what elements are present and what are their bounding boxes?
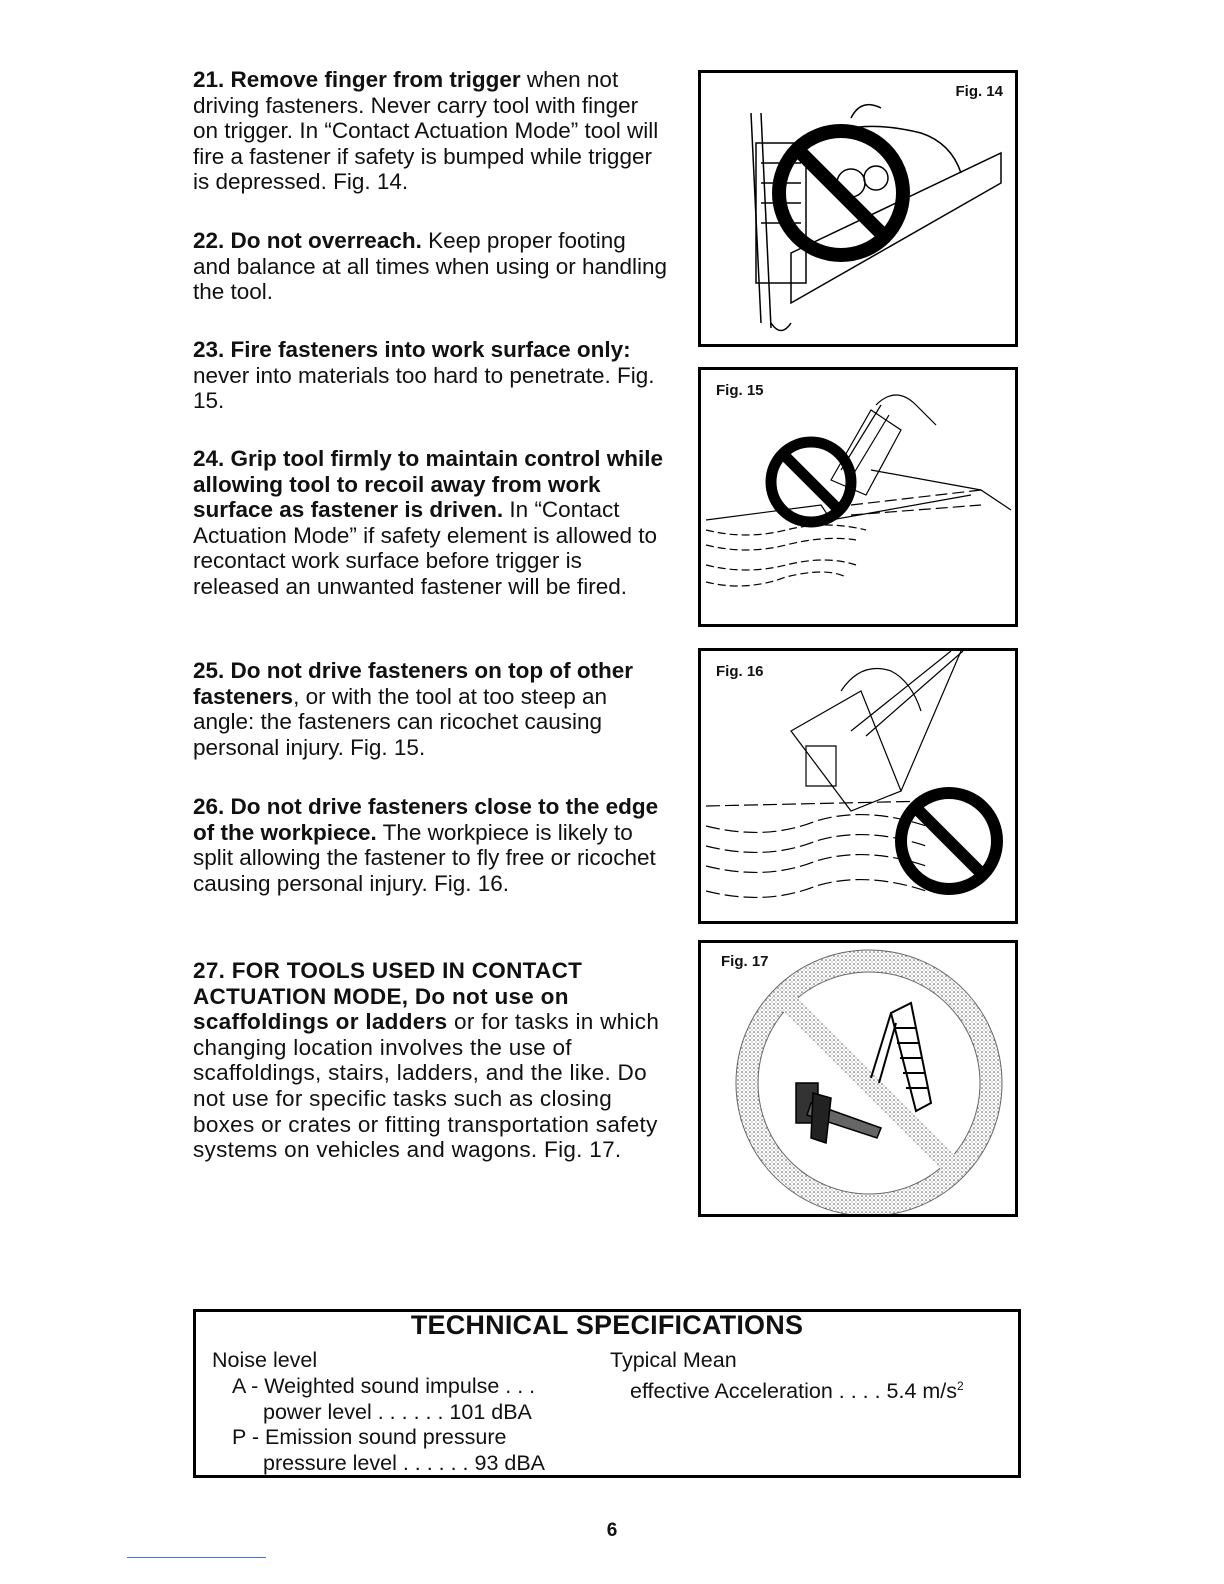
item-text: In “Contact Actuation Mode” if safety element is allowed to recontact work surface before trigger is released an unwanted fastener will be fired. (193, 497, 657, 599)
item-text: The workpiece is likely to split allowing the fastener to fly free or ricochet causing personal injury. Fig. 16. (193, 819, 656, 896)
instruction-22 (193, 228, 669, 305)
item-text: when not driving fasteners. Never carry tool with finger on trigger. In “Contact Actuation Mode” tool will fire a fastener if safety is bumped while trigger is depressed. Fig. 14. (193, 67, 659, 195)
instruction-26 (193, 794, 669, 896)
figure-label: Fig. 14 (955, 83, 1003, 100)
spec-title: TECHNICAL SPECIFICATIONS (410, 1310, 804, 1340)
item-heading: Fire fasteners into work surface only: (230, 337, 631, 362)
prohibition-icon (771, 442, 851, 522)
item-number: 23. (193, 337, 225, 362)
instruction-27 (193, 958, 669, 1163)
spec-accel-text: effective Acceleration . . . . 5.4 m/s (630, 1379, 958, 1404)
figure-14 (698, 70, 1018, 347)
spec-a-line1: A - Weighted sound impulse . . . (232, 1374, 536, 1398)
item-number: 22. (193, 228, 225, 253)
prohibition-icon (779, 131, 903, 255)
figure-16 (698, 648, 1018, 924)
item-number: 27. (193, 958, 226, 983)
instruction-24 (193, 446, 669, 600)
spec-p-line2: pressure level . . . . . . 93 dBA (263, 1451, 546, 1475)
instruction-25 (193, 658, 669, 760)
figure-17 (698, 940, 1018, 1217)
item-text: never into materials too hard to penetrate. Fig. 15. (193, 362, 655, 414)
figure-15 (698, 367, 1018, 627)
item-heading: Do not drive fasteners on top of other fasteners (193, 658, 634, 709)
item-number: 25. (193, 658, 225, 683)
spec-acceleration (630, 1374, 964, 1405)
figure-label: Fig. 15 (716, 382, 764, 399)
instruction-23 (193, 337, 669, 414)
spec-p-line1: P - Emission sound pressure (232, 1425, 507, 1449)
item-heading: Do not overreach. (230, 228, 422, 253)
item-text: or for tasks in which changing location involves the use of scaffoldings, stairs, ladders, and the like. Do not use for specific tasks such as closing boxes or crates or fitting transportation safety systems on vehicles and wagons. Fig. 17. (193, 1009, 660, 1163)
spec-typical-label: Typical Mean (610, 1348, 737, 1372)
ladder-prohibited-illustration (701, 943, 1015, 1214)
spec-a-line2: power level . . . . . . 101 dBA (263, 1400, 532, 1424)
item-heading: FOR TOOLS USED IN CONTACT ACTUATION MODE, Do not use on scaffoldings or ladders (193, 958, 583, 1035)
instruction-21 (193, 67, 669, 195)
spec-accel-sup: 2 (957, 1379, 964, 1393)
item-number: 21. (193, 67, 225, 92)
item-text: Keep proper footing and balance at all times when using or handling the tool. (193, 228, 668, 305)
item-number: 26. (193, 794, 225, 819)
page-number: 6 (606, 1520, 618, 1541)
workpiece-edge-illustration (701, 651, 1015, 921)
item-heading: Grip tool firmly to maintain control while allowing tool to recoil away from work surface as fastener is driven. (193, 446, 664, 523)
item-heading: Do not drive fasteners close to the edge of the workpiece. (193, 794, 659, 845)
figure-label: Fig. 17 (721, 953, 769, 970)
figure-label: Fig. 16 (716, 663, 764, 680)
steep-angle-illustration (701, 370, 1015, 624)
technical-specifications-box (193, 1309, 1021, 1478)
decorative-underline (127, 1557, 266, 1558)
spec-noise-label: Noise level (212, 1348, 318, 1372)
item-text: , or with the tool at too steep an angle: the fasteners can ricochet causing personal injury. Fig. 15. (193, 683, 608, 760)
prohibition-icon (736, 950, 1002, 1214)
nailer-trigger-illustration (701, 73, 1015, 344)
item-heading: Remove finger from trigger (230, 67, 521, 92)
item-number: 24. (193, 446, 225, 471)
prohibition-icon (901, 793, 997, 889)
